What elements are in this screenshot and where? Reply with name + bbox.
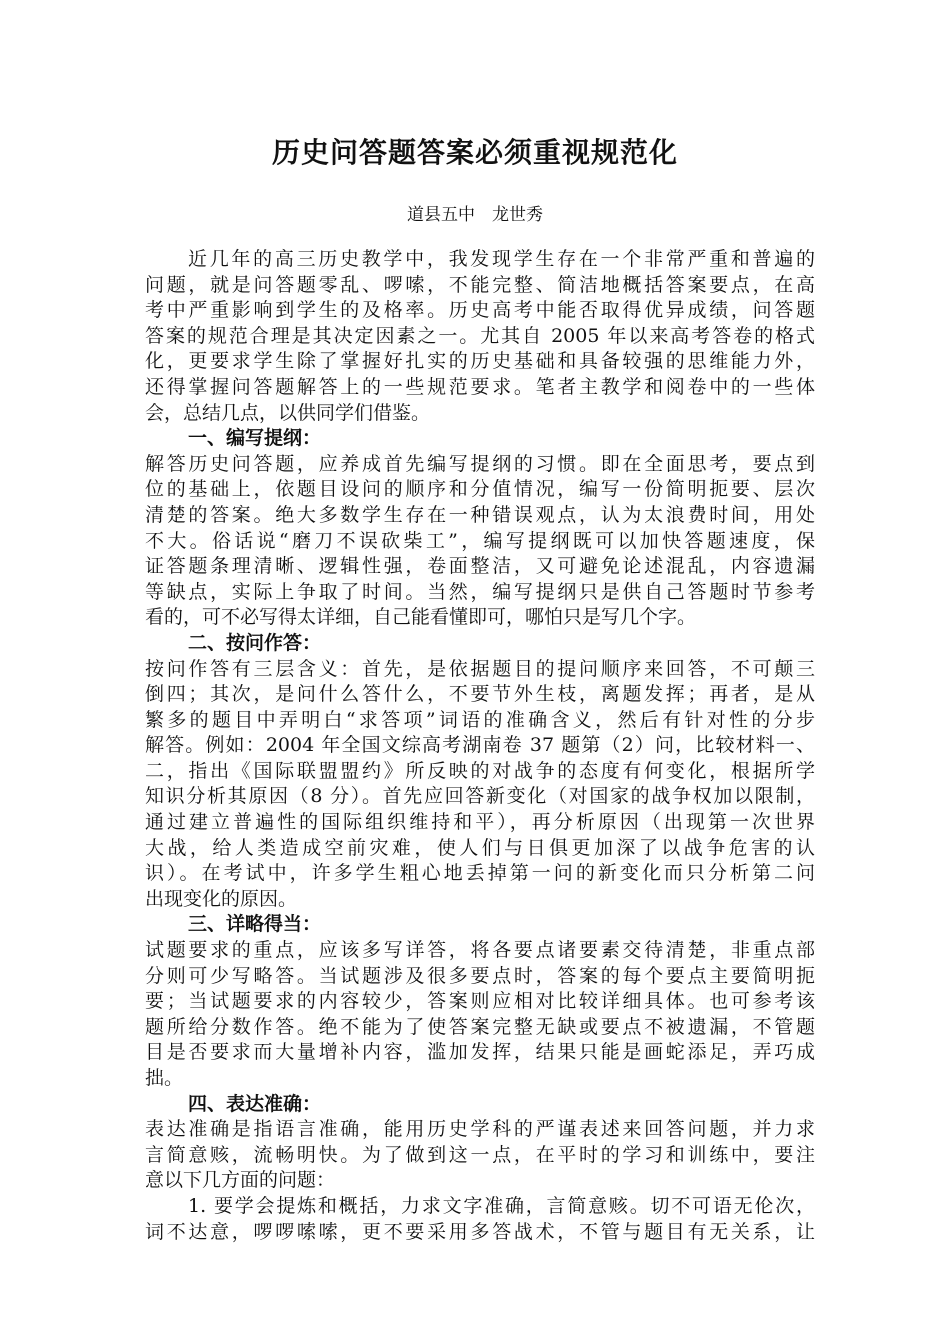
- paragraph: [145, 247, 815, 426]
- paragraph-line: 考中严重影响到学生的及格率。历史高考中能否取得优异成绩，问答题: [145, 299, 815, 322]
- paragraph-line: 看的，可不必写得太详细，自己能看懂即可，哪怕只是写几个字。: [145, 606, 697, 629]
- paragraph-line: 会，总结几点，以供同学们借鉴。: [145, 401, 431, 424]
- paragraph: [145, 938, 815, 1092]
- document-body: [145, 247, 815, 1245]
- paragraph-line: 出现变化的原因。: [145, 887, 298, 910]
- paragraph-line: 分则可少写略答。当试题涉及很多要点时，答案的每个要点主要简明扼: [145, 964, 815, 987]
- paragraph-line: 清楚的答案。绝大多数学生存在一种错误观点，认为太浪费时间，用处: [145, 503, 815, 526]
- paragraph-line: 还得掌握问答题解答上的一些规范要求。笔者主教学和阅卷中的一些体: [145, 375, 815, 398]
- section-heading: 二、按问作答：: [188, 631, 322, 654]
- section-heading: 三、详略得当：: [188, 913, 322, 936]
- paragraph: [145, 1117, 815, 1245]
- paragraph-line: 要；当试题要求的内容较少，答案则应相对比较详细具体。也可参考该: [145, 990, 815, 1013]
- paragraph-line: 目是否要求而大量增补内容，滥加发挥，结果只能是画蛇添足，弄巧成: [145, 1041, 815, 1064]
- paragraph-line: 解答历史问答题，应养成首先编写提纲的习惯。即在全面思考，要点到: [145, 452, 815, 475]
- paragraph-line: 按问作答有三层含义：首先，是依据题目的提问顺序来回答，不可颠三: [145, 657, 815, 680]
- paragraph-line: 化，更要求学生除了掌握好扎实的历史基础和具备较强的思维能力外，: [145, 350, 815, 373]
- paragraph-line: 知识分析其原因（8 分）。首先应回答新变化（对国家的战争权加以限制，: [145, 785, 815, 808]
- paragraph-line: 通过建立普遍性的国际组织维持和平），再分析原因（出现第一次世界: [145, 811, 815, 834]
- paragraph-line: 不大。俗话说“磨刀不误砍柴工”，编写提纲既可以加快答题速度，保: [145, 529, 815, 552]
- paragraph-line: 言简意赅，流畅明快。为了做到这一点，在平时的学习和训练中，要注: [145, 1143, 815, 1166]
- paragraph: [145, 452, 815, 631]
- paragraph-line: 繁多的题目中弄明白“求答项”词语的准确含义，然后有针对性的分步: [145, 708, 815, 731]
- paragraph-line: 拙。: [145, 1067, 184, 1089]
- paragraph-line: 大战，给人类造成空前灾难，使人们与日俱更加深了以战争危害的认: [145, 836, 815, 859]
- section-heading: 四、表达准确：: [188, 1092, 322, 1115]
- paragraph-line: 等缺点，实际上争取了时间。当然，编写提纲只是供自己答题时节参考: [145, 580, 815, 603]
- paragraph-line: 试题要求的重点，应该多写详答，将各要点诸要素交待清楚，非重点部: [145, 939, 815, 962]
- document-title: 历史问答题答案必须重视规范化: [271, 136, 678, 169]
- section-heading: 一、编写提纲：: [188, 427, 322, 450]
- paragraph-line: 解答。例如：2004 年全国文综高考湖南卷 37 题第（2）问，比较材料一、: [145, 734, 815, 757]
- paragraph-line: 证答题条理清晰、逻辑性强，卷面整洁，又可避免论述混乱，内容遗漏: [145, 555, 815, 578]
- paragraph-line: 问题，就是问答题零乱、啰嗦，不能完整、简洁地概括答案要点，在高: [145, 273, 815, 296]
- paragraph-line: 近几年的高三历史教学中，我发现学生存在一个非常严重和普遍的: [188, 248, 815, 270]
- paragraph-line: 识）。在考试中，许多学生粗心地丢掉第一问的新变化而只分析第二问: [145, 862, 815, 885]
- paragraph-line: 倒四；其次，是问什么答什么，不要节外生枝，离题发挥；再者，是从: [145, 683, 815, 706]
- author-line: 道县五中 龙世秀: [407, 205, 543, 225]
- paragraph-line: 意以下几方面的问题：: [145, 1169, 336, 1192]
- paragraph-line: 位的基础上，依题目设问的顺序和分值情况，编写一份简明扼要、层次: [145, 478, 815, 501]
- paragraph-line: 二，指出《国际联盟盟约》所反映的对战争的态度有何变化，根据所学: [145, 759, 815, 782]
- paragraph-line: 1. 要学会提炼和概括，力求文字准确，言简意赅。切不可语无伦次，: [188, 1194, 815, 1217]
- paragraph-line: 词不达意，啰啰嗦嗦，更不要采用多答战术，不管与题目有无关系，让: [145, 1220, 815, 1243]
- paragraph: [145, 657, 815, 913]
- paragraph-line: 表达准确是指语言准确，能用历史学科的严谨表述来回答问题，并力求: [145, 1118, 815, 1141]
- paragraph-line: 答案的规范合理是其决定因素之一。尤其自 2005 年以来高考答卷的格式: [145, 324, 815, 347]
- paragraph-line: 题所给分数作答。绝不能为了使答案完整无缺或要点不被遗漏，不管题: [145, 1015, 815, 1038]
